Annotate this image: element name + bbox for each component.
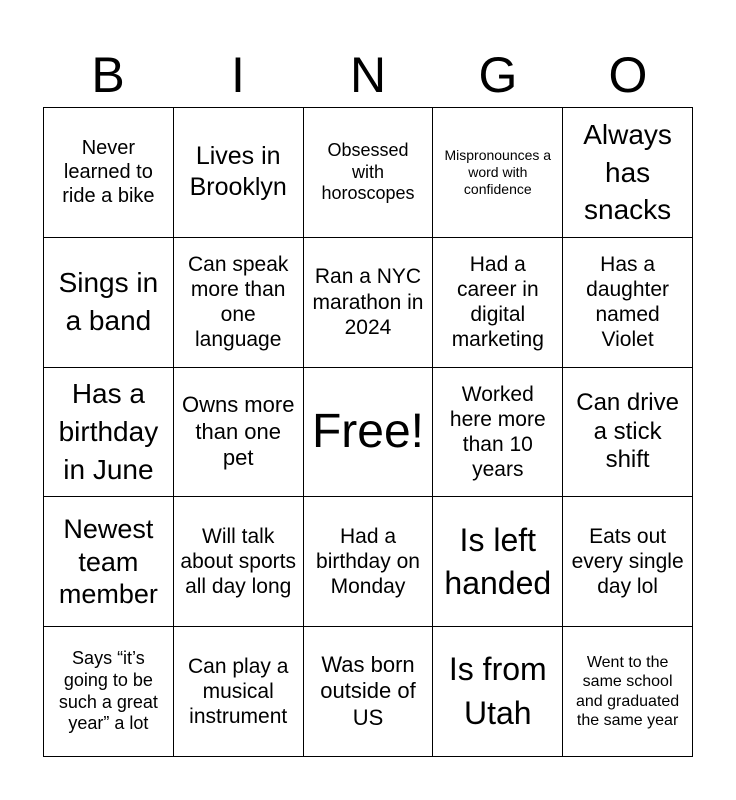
bingo-cell-free[interactable]: Free! xyxy=(304,368,434,498)
header-letter-g: G xyxy=(478,47,518,103)
header-letter-o: O xyxy=(608,47,648,103)
bingo-cell-r3c5[interactable]: Can drive a stick shift xyxy=(563,368,693,498)
header-letter-n: N xyxy=(349,47,387,103)
bingo-cell-r2c3[interactable]: Ran a NYC marathon in 2024 xyxy=(304,238,434,368)
bingo-board xyxy=(43,107,693,757)
bingo-cell-r5c2[interactable]: Can play a musical instrument xyxy=(174,627,304,757)
bingo-cell-r2c1[interactable]: Sings in a band xyxy=(44,238,174,368)
bingo-cell-r5c4[interactable]: Is from Utah xyxy=(433,627,563,757)
bingo-cell-r5c1[interactable]: Says “it’s going to be such a great year” a lot xyxy=(44,627,174,757)
bingo-cell-r2c4[interactable]: Had a career in digital marketing xyxy=(433,238,563,368)
bingo-cell-r1c1[interactable]: Never learned to ride a bike xyxy=(44,108,174,238)
bingo-cell-r1c4[interactable]: Mispronounces a word with confidence xyxy=(433,108,563,238)
bingo-header xyxy=(43,46,693,104)
bingo-cell-r3c4[interactable]: Worked here more than 10 years xyxy=(433,368,563,498)
bingo-cell-r4c5[interactable]: Eats out every single day lol xyxy=(563,497,693,627)
bingo-cell-r2c2[interactable]: Can speak more than one language xyxy=(174,238,304,368)
bingo-cell-r4c3[interactable]: Had a birthday on Monday xyxy=(304,497,434,627)
bingo-cell-r5c5[interactable]: Went to the same school and graduated the same year xyxy=(563,627,693,757)
bingo-cell-r1c3[interactable]: Obsessed with horoscopes xyxy=(304,108,434,238)
bingo-cell-r4c1[interactable]: Newest team member xyxy=(44,497,174,627)
bingo-cell-r4c2[interactable]: Will talk about sports all day long xyxy=(174,497,304,627)
bingo-cell-r4c4[interactable]: Is left handed xyxy=(433,497,563,627)
header-letter-i: I xyxy=(231,47,245,103)
bingo-cell-r3c1[interactable]: Has a birthday in June xyxy=(44,368,174,498)
bingo-cell-r5c3[interactable]: Was born outside of US xyxy=(304,627,434,757)
bingo-cell-r1c2[interactable]: Lives in Brooklyn xyxy=(174,108,304,238)
bingo-cell-r1c5[interactable]: Always has snacks xyxy=(563,108,693,238)
bingo-cell-r2c5[interactable]: Has a daughter named Violet xyxy=(563,238,693,368)
bingo-cell-r3c2[interactable]: Owns more than one pet xyxy=(174,368,304,498)
header-letter-b: B xyxy=(91,47,125,103)
